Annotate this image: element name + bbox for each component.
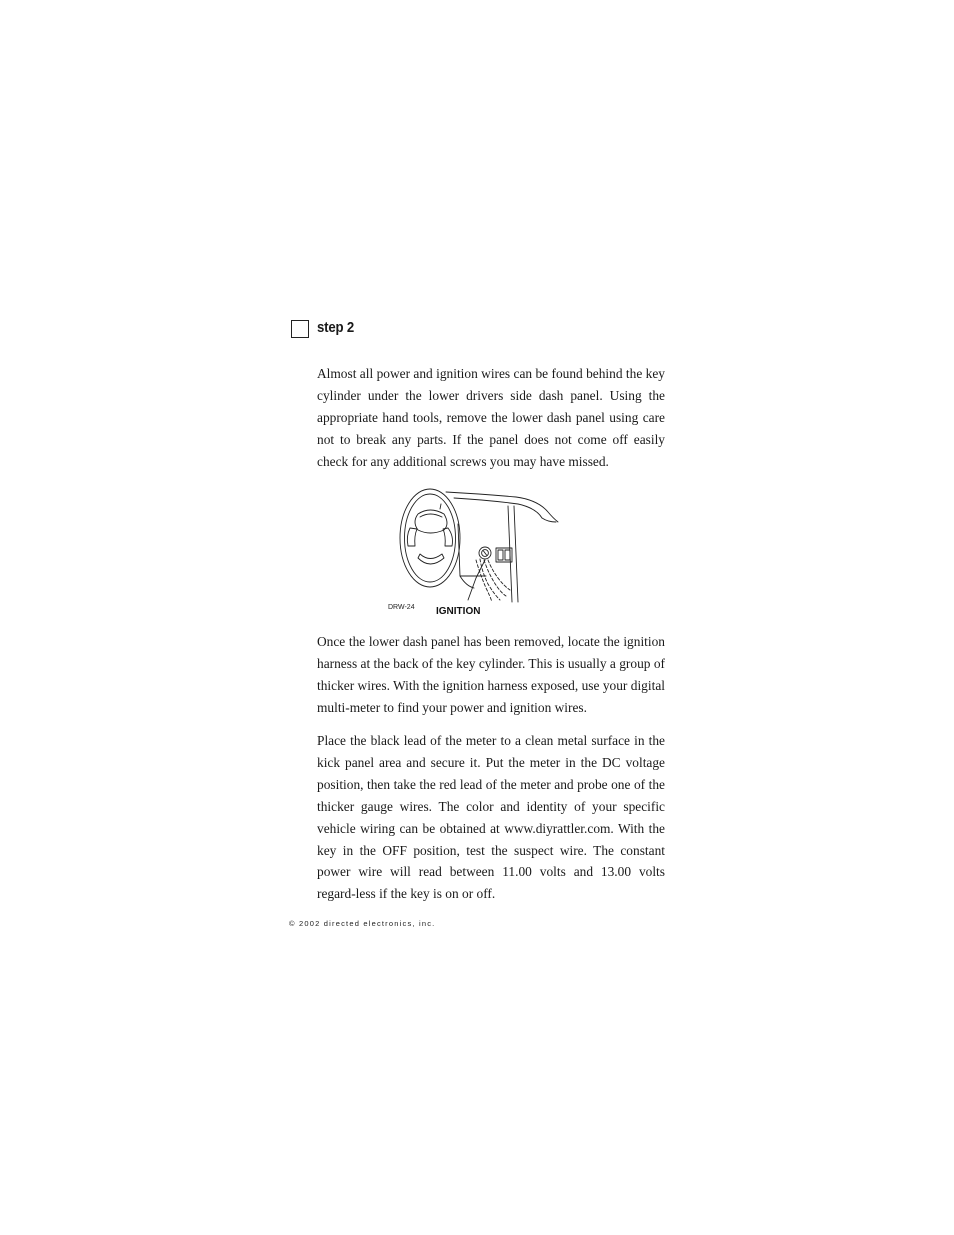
step-checkbox[interactable] (291, 320, 309, 338)
figure-label: IGNITION (436, 606, 481, 617)
paragraph-meter-test: Place the black lead of the meter to a clean metal surface in the kick panel area and secure it. Put the meter in the DC voltage position, then take the red lead of the meter and probe one of the thicker gauge wires. The color and identity of your specific vehicle wiring can be obtained at www.diyrattler.com. With the key in the OFF position, test the suspect wire. The constant power wire will read between 11.00 volts and 13.00 volts regard-less if the key is on or off. (317, 733, 665, 902)
paragraph-locate-harness: Once the lower dash panel has been removed, locate the ignition harness at the back of the key cylinder. This is usually a group of thicker wires. With the ignition harness exposed, use your digital multi-meter to find your power and ignition wires. (317, 634, 665, 715)
figure-code: DRW-24 (388, 604, 415, 611)
step-heading: step 2 (317, 319, 355, 336)
paragraph-intro: Almost all power and ignition wires can be found behind the key cylinder under the lower drivers side dash panel. Using the appropriate hand tools, remove the lower dash panel using care not to break any parts. If the panel does not come off easily check for any additional screws you may have missed. (317, 366, 665, 469)
steering-wheel-hub (415, 510, 447, 533)
copyright-footer: © 2002 directed electronics, inc. (289, 919, 436, 928)
steering-wheel-rim (400, 489, 460, 587)
dashboard-ignition-illustration (388, 484, 563, 620)
